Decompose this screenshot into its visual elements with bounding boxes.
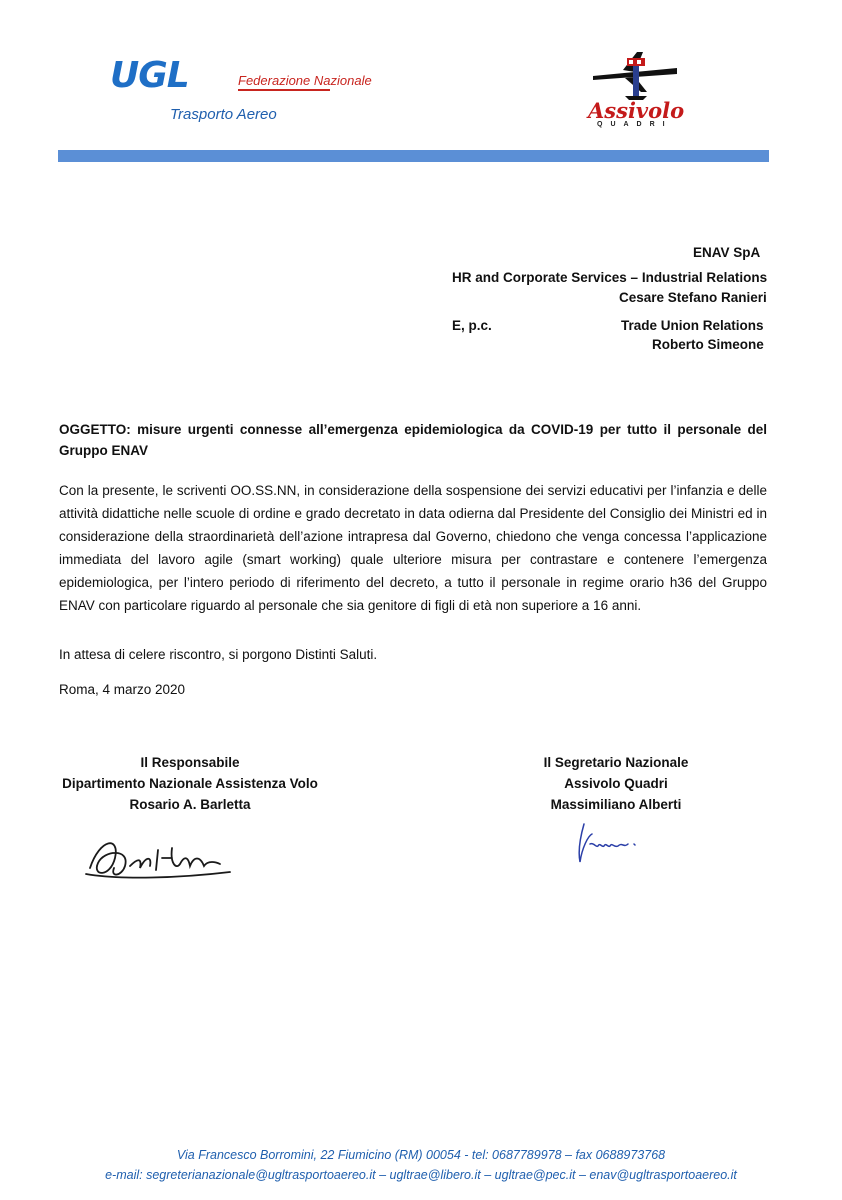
signature-left-dept: Dipartimento Nazionale Assistenza Volo	[62, 776, 318, 791]
header-divider	[58, 150, 769, 162]
assivolo-logo	[585, 48, 695, 130]
signature-right-role: Il Segretario Nazionale	[543, 755, 689, 770]
ugl-swoosh-decoration	[238, 89, 330, 91]
handwritten-signature-left	[80, 828, 240, 888]
cc-department: Trade Union Relations	[621, 318, 764, 333]
addressee-company: ENAV SpA	[693, 245, 761, 260]
letter-body: Con la presente, le scriventi OO.SS.NN, in considerazione della sospensione dei servizi educativi per l’infanzia e delle attività didattiche nelle scuole di ordine e grado decretato in data odierna dal Presidente del Consiglio dei Ministri ed in considerazione della straordinarietà dell’azione intrapresa dal Governo, chiedono che venga concessa l’applicazione immediata del lavoro agile (smart working) quale ulteriore misura per contrastare e contenere l’emergenza epidemiologica, per l’intero periodo di riferimento del decreto, a tutto il personale in regime orario h36 del Gruppo ENAV con particolare riguardo al personale che sia genitore di figli di età non superiore a 16 anni.	[59, 483, 767, 613]
signature-right-block	[526, 752, 706, 815]
footer-email-label: e-mail:	[105, 1168, 143, 1182]
addressee-person: Cesare Stefano Ranieri	[619, 290, 767, 305]
footer-emails	[0, 1168, 842, 1182]
ugl-logo-mark: UGL	[110, 55, 189, 96]
letter-subject: OGGETTO: misure urgenti connesse all’emergenza epidemiologica da COVID-19 per tutto il personale del Gruppo ENAV	[59, 422, 767, 458]
place-date: Roma, 4 marzo 2020	[59, 682, 186, 697]
signature-left-block	[59, 752, 321, 815]
ugl-federation-text: Federazione Nazionale	[238, 73, 372, 88]
footer-sep-1: –	[379, 1168, 387, 1182]
handwritten-signature-right	[572, 818, 662, 868]
ugl-sector-text: Trasporto Aereo	[170, 106, 277, 123]
footer-address: Via Francesco Borromini, 22 Fiumicino (RM) 00054 - tel: 0687789978 – fax 0688973768	[176, 1148, 666, 1162]
cc-label: E, p.c.	[452, 318, 492, 333]
signature-left-role: Il Responsabile	[140, 755, 240, 770]
footer-email-2[interactable]: ugltrae@libero.it	[389, 1168, 481, 1182]
footer-email-1[interactable]: segreterianazionale@ugltrasportoaereo.it	[146, 1168, 376, 1182]
footer-email-3[interactable]: ugltrae@pec.it	[494, 1168, 576, 1182]
assivolo-name: Assivolo	[588, 98, 685, 123]
signature-left-name: Rosario A. Barletta	[129, 797, 251, 812]
footer-email-4[interactable]: enav@ugltrasportoaereo.it	[589, 1168, 737, 1182]
assivolo-subtitle: QUADRI	[597, 121, 673, 128]
footer-sep-2: –	[484, 1168, 492, 1182]
letter-closing: In attesa di celere riscontro, si porgono Distinti Saluti.	[59, 647, 378, 662]
airplane-tower-icon	[585, 48, 685, 100]
cc-person: Roberto Simeone	[652, 337, 764, 352]
footer-sep-3: –	[578, 1168, 586, 1182]
addressee-department: HR and Corporate Services – Industrial Relations	[452, 270, 768, 285]
signature-right-name: Massimiliano Alberti	[550, 797, 682, 812]
ugl-logo	[110, 55, 372, 130]
signature-right-org: Assivolo Quadri	[564, 776, 668, 791]
